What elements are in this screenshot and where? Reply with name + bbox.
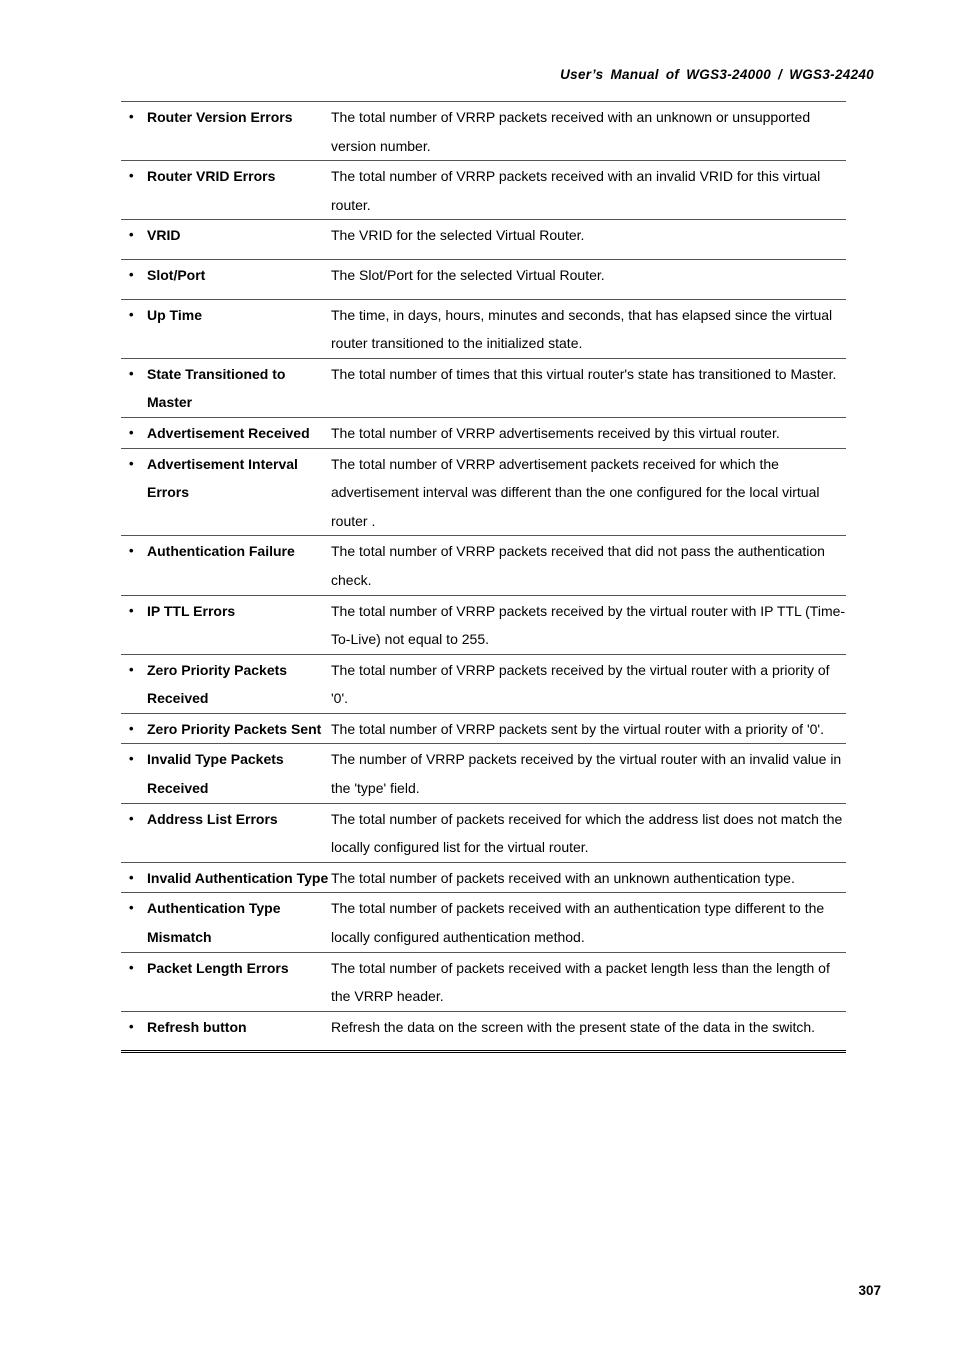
term-label: Advertisement Received [147,424,310,441]
description-cell: Refresh the data on the screen with the present state of the data in the switch. [331,1011,846,1052]
description-cell: The VRID for the selected Virtual Router. [331,220,846,260]
bullet-icon: • [129,424,134,440]
term-cell [121,448,331,536]
table-row [121,744,846,803]
term-cell [121,893,331,952]
term-cell [121,595,331,654]
description-cell: The total number of packets received for which the address list does not match the locally configured list for the virtual router. [331,803,846,862]
bullet-icon: • [129,306,134,322]
term-label: Router VRID Errors [147,168,276,185]
table-row [121,803,846,862]
term-cell [121,803,331,862]
table-row [121,299,846,358]
term-cell [121,862,331,893]
definition-table [121,101,846,1053]
table-row [121,713,846,744]
description-cell: The total number of VRRP packets received by the virtual router with a priority of '0'. [331,654,846,713]
term-cell [121,102,331,161]
description-cell: The total number of VRRP packets received with an unknown or unsupported version number. [331,102,846,161]
table-row [121,893,846,952]
description-cell: The total number of packets received with a packet length less than the length of the VRRP header. [331,952,846,1011]
term-label: Up Time [147,306,202,323]
bullet-icon: • [129,869,134,885]
term-cell [121,417,331,448]
table-row [121,595,846,654]
bullet-icon: • [129,602,134,618]
description-cell: The number of VRRP packets received by the virtual router with an invalid value in the 'type' field. [331,744,846,803]
bullet-icon: • [129,455,134,471]
table-row [121,536,846,595]
term-cell [121,654,331,713]
running-header: User’s Manual of WGS3-24000 / WGS3-24240 [560,67,874,82]
bullet-icon: • [129,661,134,677]
bullet-icon: • [129,109,134,124]
term-cell [121,952,331,1011]
table-row [121,862,846,893]
term-label: Packet Length Errors [147,959,289,976]
term-label: State Transitioned to Master [147,365,286,411]
term-label: Router Version Errors [147,109,293,125]
bullet-icon: • [129,168,134,184]
term-cell [121,299,331,358]
term-cell [121,259,331,299]
table-row [121,102,846,161]
term-cell [121,220,331,260]
term-label: Zero Priority Packets Sent [147,720,322,737]
bullet-icon: • [129,751,134,767]
description-cell: The total number of packets received with an authentication type different to the locally configured authentication method. [331,893,846,952]
term-label: Invalid Type Packets Received [147,751,284,797]
table-row [121,1011,846,1052]
term-label: Invalid Authentication Type [147,869,329,886]
term-label: Authentication Type Mismatch [147,900,281,946]
term-label: Zero Priority Packets Received [147,661,288,707]
description-cell: The total number of times that this virtual router's state has transitioned to Master. [331,358,846,417]
bullet-icon: • [129,266,134,282]
term-label: VRID [147,227,181,244]
bullet-icon: • [129,365,134,381]
table-row [121,259,846,299]
term-cell [121,358,331,417]
bullet-icon: • [129,543,134,559]
bullet-icon: • [129,810,134,826]
term-label: Slot/Port [147,266,206,283]
term-label: Refresh button [147,1018,247,1035]
description-cell: The total number of VRRP packets sent by the virtual router with a priority of '0'. [331,713,846,744]
bullet-icon: • [129,720,134,736]
term-label: Address List Errors [147,810,278,827]
term-label: Authentication Failure [147,543,295,560]
term-cell [121,744,331,803]
term-cell [121,713,331,744]
description-cell: The total number of packets received with an unknown authentication type. [331,862,846,893]
term-cell [121,161,331,220]
term-cell [121,536,331,595]
table-row [121,417,846,448]
table-row [121,952,846,1011]
table-row [121,654,846,713]
table-row [121,448,846,536]
term-cell [121,1011,331,1052]
description-cell: The total number of VRRP packets received that did not pass the authentication check. [331,536,846,595]
description-cell: The time, in days, hours, minutes and seconds, that has elapsed since the virtual router transitioned to the initialized state. [331,299,846,358]
table-row [121,161,846,220]
table-row [121,220,846,260]
bullet-icon: • [129,959,134,975]
term-label: Advertisement Interval Errors [147,455,298,501]
description-cell: The total number of VRRP advertisements received by this virtual router. [331,417,846,448]
page-number: 307 [858,1283,881,1298]
bullet-icon: • [129,900,134,916]
term-label: IP TTL Errors [147,602,236,619]
table-row [121,358,846,417]
description-cell: The total number of VRRP advertisement packets received for which the advertisement interval was different than the one configured for the local virtual router . [331,448,846,536]
description-cell: The total number of VRRP packets received by the virtual router with IP TTL (Time-To-Live) not equal to 255. [331,595,846,654]
description-cell: The total number of VRRP packets received with an invalid VRID for this virtual router. [331,161,846,220]
description-cell: The Slot/Port for the selected Virtual Router. [331,259,846,299]
bullet-icon: • [129,1018,134,1034]
bullet-icon: • [129,227,134,243]
